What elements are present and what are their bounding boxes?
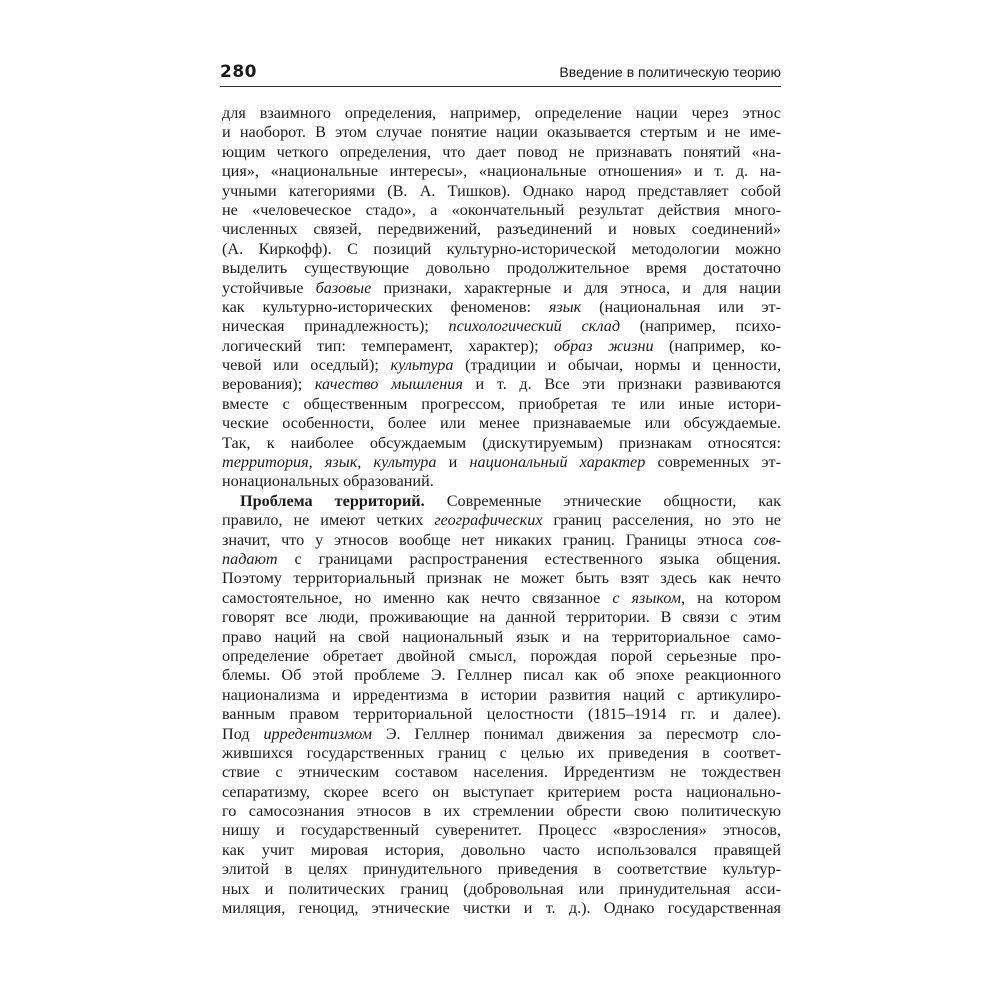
text-line <box>222 628 781 647</box>
text-run: (национальная или эт- <box>581 297 782 316</box>
text-run: и <box>436 453 470 472</box>
text-line <box>222 744 781 763</box>
text-line <box>222 783 781 802</box>
text-run: ных и политических границ (добровольная или принудительная асси- <box>222 879 781 898</box>
text-line <box>222 434 781 453</box>
text-run: как культурно-исторических феноменов: <box>222 297 549 316</box>
text-line <box>222 550 781 569</box>
body-text <box>222 104 781 918</box>
text-run: границ расселения, но это не <box>542 511 781 530</box>
text-line <box>222 725 781 744</box>
italic-term: падают <box>222 549 278 568</box>
italic-term: с языком <box>612 588 682 607</box>
text-run: верования); <box>222 375 315 394</box>
text-run: и наоборот. В этом случае понятие нации оказывается стертым и не име- <box>222 123 781 142</box>
text-line <box>222 860 781 879</box>
text-line <box>222 395 781 414</box>
italic-term: качество мышления <box>314 375 463 394</box>
text-line <box>222 414 781 433</box>
italic-term: географических <box>434 511 543 530</box>
text-run: говорят все люди, проживающие на данной территории. В связи с этим <box>222 608 781 627</box>
text-run: (например, ко- <box>653 336 781 355</box>
text-run: блемы. Об этой проблеме Э. Геллнер писал как об эпохе реакционного <box>222 666 781 685</box>
italic-term: психологический склад <box>448 317 621 336</box>
text-run: (традиции и обычаи, нормы и ценности, <box>453 356 781 375</box>
text-run: нонациональных образований. <box>222 472 434 491</box>
header-divider <box>220 86 781 87</box>
text-run: чевой или оседлый); <box>222 356 391 375</box>
text-run: ющим четкого определения, что дает повод не признавать понятий «на- <box>222 142 781 161</box>
italic-term: базовые <box>315 278 372 297</box>
text-line <box>222 763 781 782</box>
text-run: (например, психо- <box>620 317 781 336</box>
text-run: признаки, характерные и для этноса, и для нации <box>371 278 781 297</box>
text-run: не «человеческое стадо», а «окончательный результат действия много- <box>222 200 781 219</box>
text-run: самостоятельное, но именно как нечто связанное <box>222 588 613 607</box>
text-run: миляция, геноцид, этнические чистки и т. д.). Однако государственная <box>222 899 781 918</box>
text-line <box>222 589 781 608</box>
text-line <box>222 841 781 860</box>
text-line <box>222 531 781 550</box>
text-line <box>222 899 781 918</box>
text-line <box>222 182 781 201</box>
text-run: Так, к наиболее обсуждаемым (дискутируемым) признакам относятся: <box>222 433 781 452</box>
text-line <box>222 511 781 530</box>
text-line <box>222 356 781 375</box>
text-line <box>222 123 781 142</box>
italic-term: язык <box>324 453 358 472</box>
text-run: правило, не имеют четких <box>222 511 435 530</box>
text-line <box>222 666 781 685</box>
text-line <box>222 608 781 627</box>
text-run: элитой в целях принудительного приведения в соответствие культур- <box>222 860 781 879</box>
text-run: Поэтому территориальный признак не может быть взят здесь как нечто <box>222 569 781 588</box>
text-run: выделить существующие довольно продолжительное время достаточно <box>222 259 781 278</box>
text-run: для взаимного определения, например, определение нации через этнос <box>222 104 781 122</box>
italic-term: национальный характер <box>469 453 646 472</box>
text-line <box>222 375 781 394</box>
text-run: , <box>308 453 325 472</box>
text-run: Под <box>222 724 264 743</box>
text-run: (А. Киркофф). С позиций культурно-исторической методологии можно <box>222 239 781 258</box>
text-line <box>222 705 781 724</box>
text-run: сепаратизму, скорее всего он выступает критерием роста национально- <box>222 782 781 801</box>
italic-term: образ жизни <box>554 336 654 355</box>
text-run: ция», «национальные интересы», «национальные отношения» и т. д. на- <box>222 162 781 181</box>
text-line <box>222 821 781 840</box>
text-line <box>222 220 781 239</box>
italic-term: язык <box>548 297 582 316</box>
text-run: , на котором <box>681 588 781 607</box>
text-run: Современные этнические общности, как <box>424 491 781 510</box>
text-line <box>222 880 781 899</box>
page-header <box>220 62 781 84</box>
italic-term: ирредентизмом <box>263 724 372 743</box>
text-run: ванным правом территориальной целостности (1815–1914 гг. и далее). <box>222 705 781 724</box>
text-run: с границами распространения естественного языка общения. <box>277 549 781 568</box>
text-run: ческие особенности, более или менее признаваемые или обсуждаемые. <box>222 414 781 433</box>
text-run: ствие с этническим составом населения. Ирредентизм не тождествен <box>222 763 781 782</box>
text-line <box>222 453 781 472</box>
text-line <box>222 686 781 705</box>
text-line <box>222 569 781 588</box>
text-line <box>222 143 781 162</box>
text-run: ническая принадлежность); <box>222 317 449 336</box>
text-run: право наций на свой национальный язык и на территориальное само- <box>222 627 781 646</box>
text-line <box>222 259 781 278</box>
text-line <box>222 802 781 821</box>
text-run: национализма и ирредентизма в истории развития наций с артикулиро- <box>222 685 781 704</box>
text-run: нишу и государственный суверенитет. Процесс «взросления» этносов, <box>222 821 781 840</box>
text-run: и т. д. Все эти признаки развиваются <box>462 375 781 394</box>
bold-heading: Проблема территорий. <box>240 491 425 510</box>
text-run: жившихся государственных границ с целью их приведения в соответ- <box>222 743 781 762</box>
text-run: вместе с общественным прогрессом, приобретая те или иные истори- <box>222 394 781 413</box>
text-run: учными категориями (В. А. Тишков). Однако народ представляет собой <box>222 181 781 200</box>
running-title: Введение в политическую теорию <box>559 64 781 80</box>
text-line <box>222 104 781 123</box>
text-run: , <box>357 453 374 472</box>
text-line <box>222 337 781 356</box>
italic-term: культура <box>373 453 437 472</box>
text-run: современных эт- <box>645 453 782 472</box>
text-line <box>222 472 781 491</box>
text-line <box>222 279 781 298</box>
text-run: устойчивые <box>222 278 316 297</box>
text-run: определение обретает двойной смысл, порождая порой серьезные про- <box>222 646 781 665</box>
text-line <box>222 298 781 317</box>
italic-term: сов- <box>753 530 781 549</box>
text-run: Э. Геллнер понимал движения за пересмотр сло- <box>371 724 781 743</box>
italic-term: территория <box>222 453 309 472</box>
text-line <box>222 201 781 220</box>
text-line <box>222 240 781 259</box>
text-run: численных связей, передвижений, разъединений и новых соединений» <box>222 220 781 239</box>
italic-term: культура <box>390 356 454 375</box>
text-run: как учит мировая история, довольно часто использовался правящей <box>222 840 781 859</box>
text-line <box>222 162 781 181</box>
text-run: значит, что у этносов вообще нет никаких границ. Границы этноса <box>222 530 754 549</box>
text-line <box>222 317 781 336</box>
text-run: логический тип: темперамент, характер); <box>222 336 555 355</box>
page-number: 280 <box>220 62 257 82</box>
text-line <box>222 492 781 511</box>
text-line <box>222 647 781 666</box>
text-run: го самосознания этносов в их стремлении обрести свою политическую <box>222 802 781 821</box>
